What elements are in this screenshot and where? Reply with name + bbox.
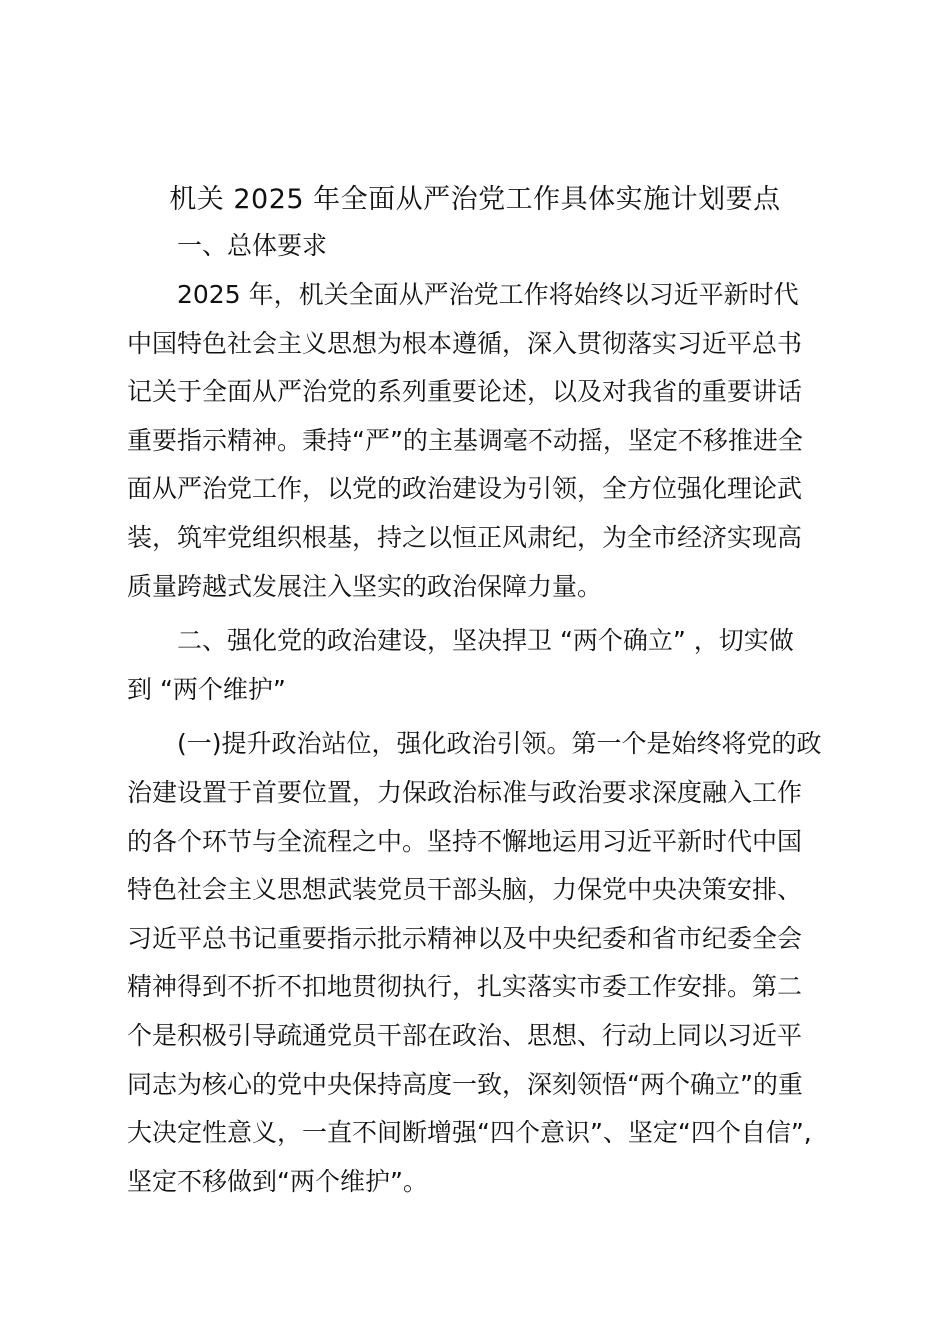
paragraph-political-position xyxy=(127,720,827,1206)
text-line: (一)提升政治站位，强化政治引领。第一个是始终将党的政 xyxy=(177,729,822,759)
text-line: 质量跨越式发展注入坚实的政治保障力量。 xyxy=(127,571,603,601)
text-line: 装，筑牢党组织根基，持之以恒正风肃纪，为全市经济实现高 xyxy=(127,522,803,552)
document-title: 机关 2025 年全面从严治党工作具体实施计划要点 xyxy=(169,184,781,215)
text-line: 习近平总书记重要指示批示精神以及中央纪委和省市纪委全会 xyxy=(127,923,803,953)
heading-line: 二、强化党的政治建设，坚决捍卫 “两个确立” ，切实做 xyxy=(177,626,794,656)
text-line: 个是积极引导疏通党员干部在政治、思想、行动上同以习近平 xyxy=(127,1020,803,1050)
text-line: 特色社会主义思想武装党员干部头脑，力保党中央决策安排、 xyxy=(127,875,803,905)
text-line: 面从严治党工作，以党的政治建设为引领，全方位强化理论武 xyxy=(127,474,803,504)
text-line: 重要指示精神。秉持“严”的主基调毫不动摇，坚定不移推进全 xyxy=(127,425,803,455)
section-heading-1: 一、总体要求 xyxy=(177,231,328,260)
text-line: 坚定不移做到“两个维护”。 xyxy=(127,1166,428,1196)
text-line: 中国特色社会主义思想为根本遵循，深入贯彻落实习近平总书 xyxy=(127,328,803,358)
text-line: 2025 年，机关全面从严治党工作将始终以习近平新时代 xyxy=(177,280,799,309)
text-line: 治建设置于首要位置，力保政治标准与政治要求深度融入工作 xyxy=(127,777,803,807)
text-line: 精神得到不折不扣地贯彻执行，扎实落实市委工作安排。第二 xyxy=(127,972,803,1002)
document-body xyxy=(127,226,827,1206)
text-line: 记关于全面从严治党的系列重要论述，以及对我省的重要讲话 xyxy=(127,377,803,407)
text-line: 的各个环节与全流程之中。坚持不懈地运用习近平新时代中国 xyxy=(127,826,803,856)
text-line: 同志为核心的党中央保持高度一致，深刻领悟“两个确立”的重 xyxy=(127,1069,803,1099)
text-line: 大决定性意义，一直不间断增强“四个意识”、坚定“四个自信”, xyxy=(127,1118,812,1148)
section-heading-2 xyxy=(127,617,827,714)
heading-line: 到 “两个维护” xyxy=(127,674,286,704)
paragraph-general-requirements xyxy=(127,271,827,611)
